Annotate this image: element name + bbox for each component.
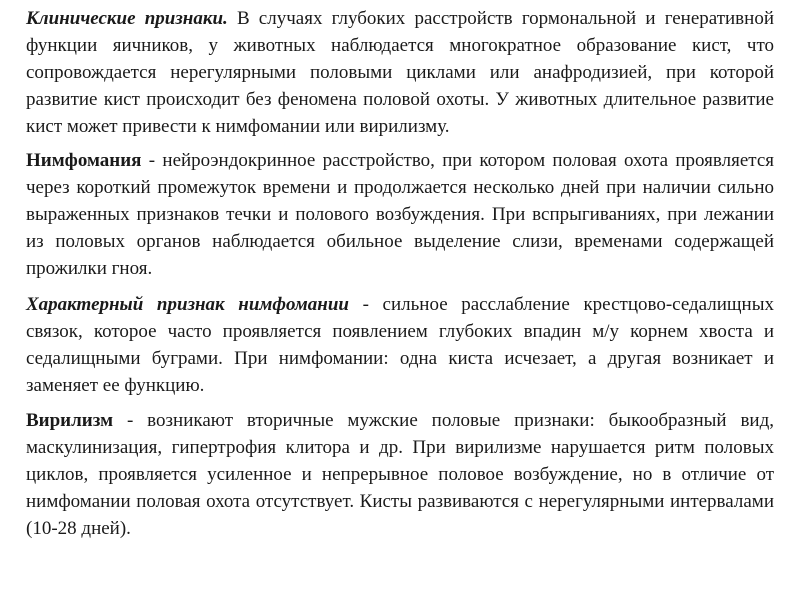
paragraph-characteristic-sign-text: - сильное расслабление крестцово-седалищных связок, которое часто проявляется появлением глубоких впадин м/у корнем хвоста и седалищными буграми. При нимфомании: одна киста исчезает, а другая возникает и заменяет ее функцию.	[26, 294, 774, 396]
paragraph-clinical-signs	[26, 5, 774, 140]
term-characteristic-sign: Характерный признак нимфомании	[26, 294, 349, 315]
paragraph-characteristic-sign	[26, 291, 774, 399]
document-slide	[26, 0, 774, 600]
paragraph-nymphomania-text: - нейроэндокринное расстройство, при котором половая охота проявляется через короткий промежуток времени и продолжается несколько дней при наличии сильно выраженных признаков течки и полового возбуждения. При вспрыгиваниях, при лежании из половых органов наблюдается обильное выделение слизи, временами содержащей прожилки гноя.	[26, 150, 774, 279]
paragraph-clinical-signs-text: В случаях глубоких расстройств гормональной и генеративной функции яичников, у животных наблюдается многократное образование кист, что сопровождается нерегулярными половыми циклами или анафродизией, при которой развитие кист происходит без феномена половой охоты. У животных длительное развитие кист может привести к нимфомании или вирилизму.	[26, 8, 774, 137]
term-clinical-signs: Клинические признаки.	[26, 8, 228, 29]
paragraph-virilism-text: - возникают вторичные мужские половые признаки: быкообразный вид, маскулинизация, гипертрофия клитора и др. При вирилизме нарушается ритм половых циклов, проявляется усиленное и непрерывное половое возбуждение, но в отличие от нимфомании половая охота отсутствует. Кисты развиваются с нерегулярными интервалами (10-28 дней).	[26, 410, 774, 539]
paragraph-nymphomania	[26, 147, 774, 282]
term-virilism: Вирилизм	[26, 410, 114, 431]
paragraph-virilism	[26, 407, 774, 542]
term-nymphomania: Нимфомания	[26, 150, 142, 171]
